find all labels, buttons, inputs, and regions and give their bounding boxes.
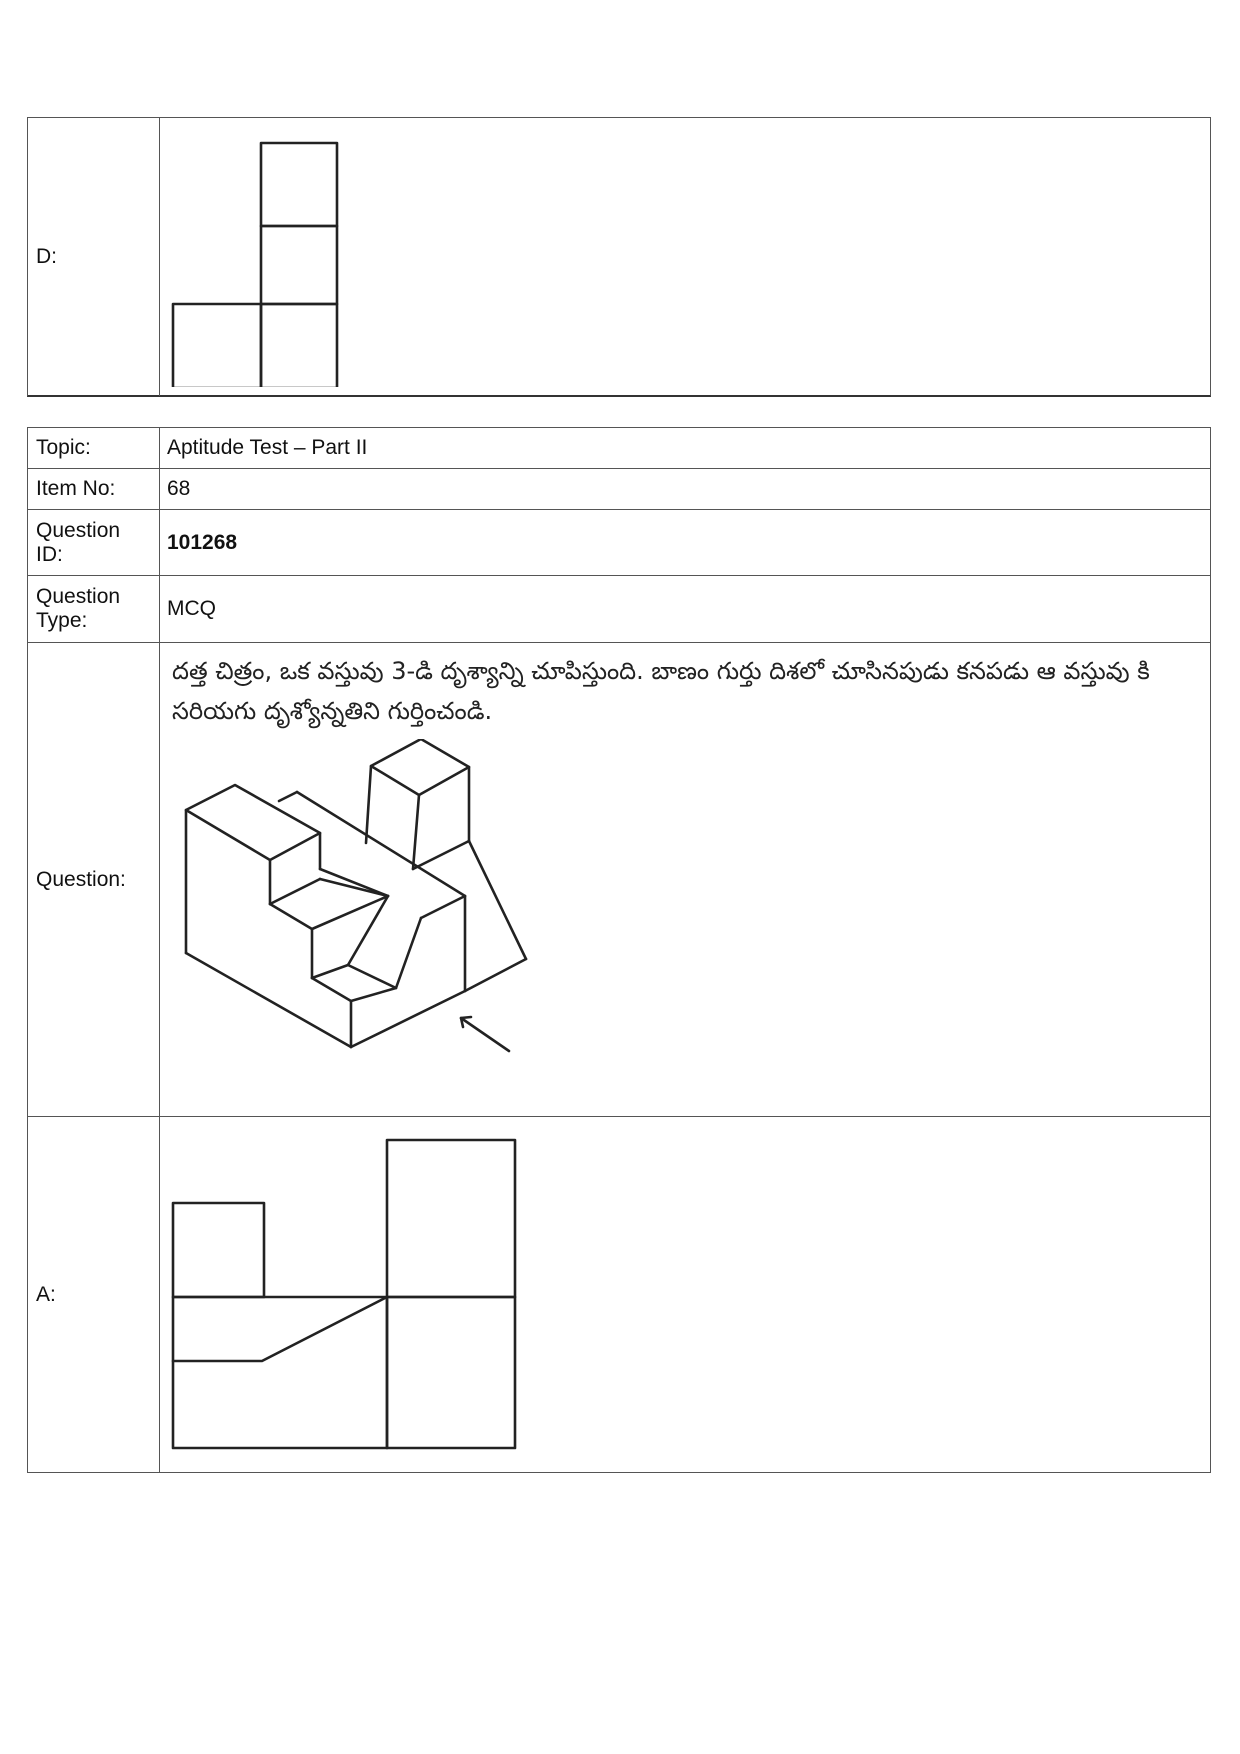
option-a-figure xyxy=(168,1125,528,1465)
question-id-row xyxy=(28,509,1210,575)
option-d-label: D: xyxy=(28,118,160,396)
topic-label: Topic: xyxy=(28,428,160,468)
topic-row xyxy=(28,428,1210,468)
option-d-row xyxy=(28,118,1210,396)
option-d-square-bottom-right xyxy=(261,304,337,387)
option-a-slope-line xyxy=(173,1297,387,1361)
bottom-left-edge xyxy=(186,953,351,1047)
step-upper-face xyxy=(270,879,320,904)
question-type-value: MCQ xyxy=(167,597,216,620)
question-type-row xyxy=(28,575,1210,642)
option-a-small-top-rect xyxy=(173,1203,264,1297)
bottom-right-edge xyxy=(351,991,465,1047)
left-top-face xyxy=(186,785,320,860)
step-lower-face xyxy=(312,896,388,929)
option-a-tall-upper-rect xyxy=(387,1140,515,1297)
item-no-value: 68 xyxy=(167,477,191,500)
question-id-value: 101268 xyxy=(167,530,238,554)
question-table xyxy=(27,427,1211,1473)
beam-right-top xyxy=(421,896,465,918)
option-d-figure xyxy=(168,127,368,387)
block-base-edge xyxy=(413,841,469,869)
beam-left-top xyxy=(279,792,297,801)
item-no-label: Item No: xyxy=(28,469,160,509)
question-label: Question: xyxy=(28,643,160,1116)
option-a-label: A: xyxy=(28,1117,160,1472)
block-top-face xyxy=(371,739,469,795)
notch-front-right xyxy=(351,988,396,1001)
question-id-label: Question ID: xyxy=(28,510,160,575)
wedge-base-edge xyxy=(465,959,526,991)
question-row xyxy=(28,642,1210,1116)
question-text: దత్త చిత్రం, ఒక వస్తువు 3-డి దృశ్యాన్ని చూపిస్తుంది. బాణం గుర్తు దిశలో చూసినపుడు కనపడు ఆ వస్తువు కి సరియగు దృశ్యోన్నతిని గుర్తించండి. xyxy=(172,657,1150,725)
step-lower-left xyxy=(270,904,312,929)
option-d-square-middle xyxy=(261,226,337,304)
block-left-edge xyxy=(366,766,371,843)
option-a-row xyxy=(28,1116,1210,1472)
topic-value: Aptitude Test – Part II xyxy=(167,436,368,459)
option-d-square-top xyxy=(261,143,337,226)
wedge-slope-edge xyxy=(469,841,526,959)
notch-front-left xyxy=(312,978,351,1001)
notch-bottom-right xyxy=(348,965,396,988)
option-d-square-bottom-left xyxy=(173,304,261,387)
option-a-cell[interactable] xyxy=(160,1117,1210,1472)
option-d-cell[interactable] xyxy=(160,118,1210,396)
option-a-tall-lower-rect xyxy=(387,1297,515,1448)
question-cell xyxy=(160,643,1214,1116)
notch-diagonal xyxy=(348,896,388,965)
notch-bottom-left xyxy=(312,965,348,978)
item-no-row xyxy=(28,468,1210,509)
question-type-label: Question Type: xyxy=(28,576,160,642)
option-a-left-rect xyxy=(173,1297,387,1448)
question-figure xyxy=(169,739,589,1099)
option-d-table xyxy=(27,117,1211,397)
notch-right-diagonal xyxy=(396,918,421,988)
view-arrow-shaft xyxy=(461,1018,509,1051)
block-front-edge xyxy=(413,795,419,869)
